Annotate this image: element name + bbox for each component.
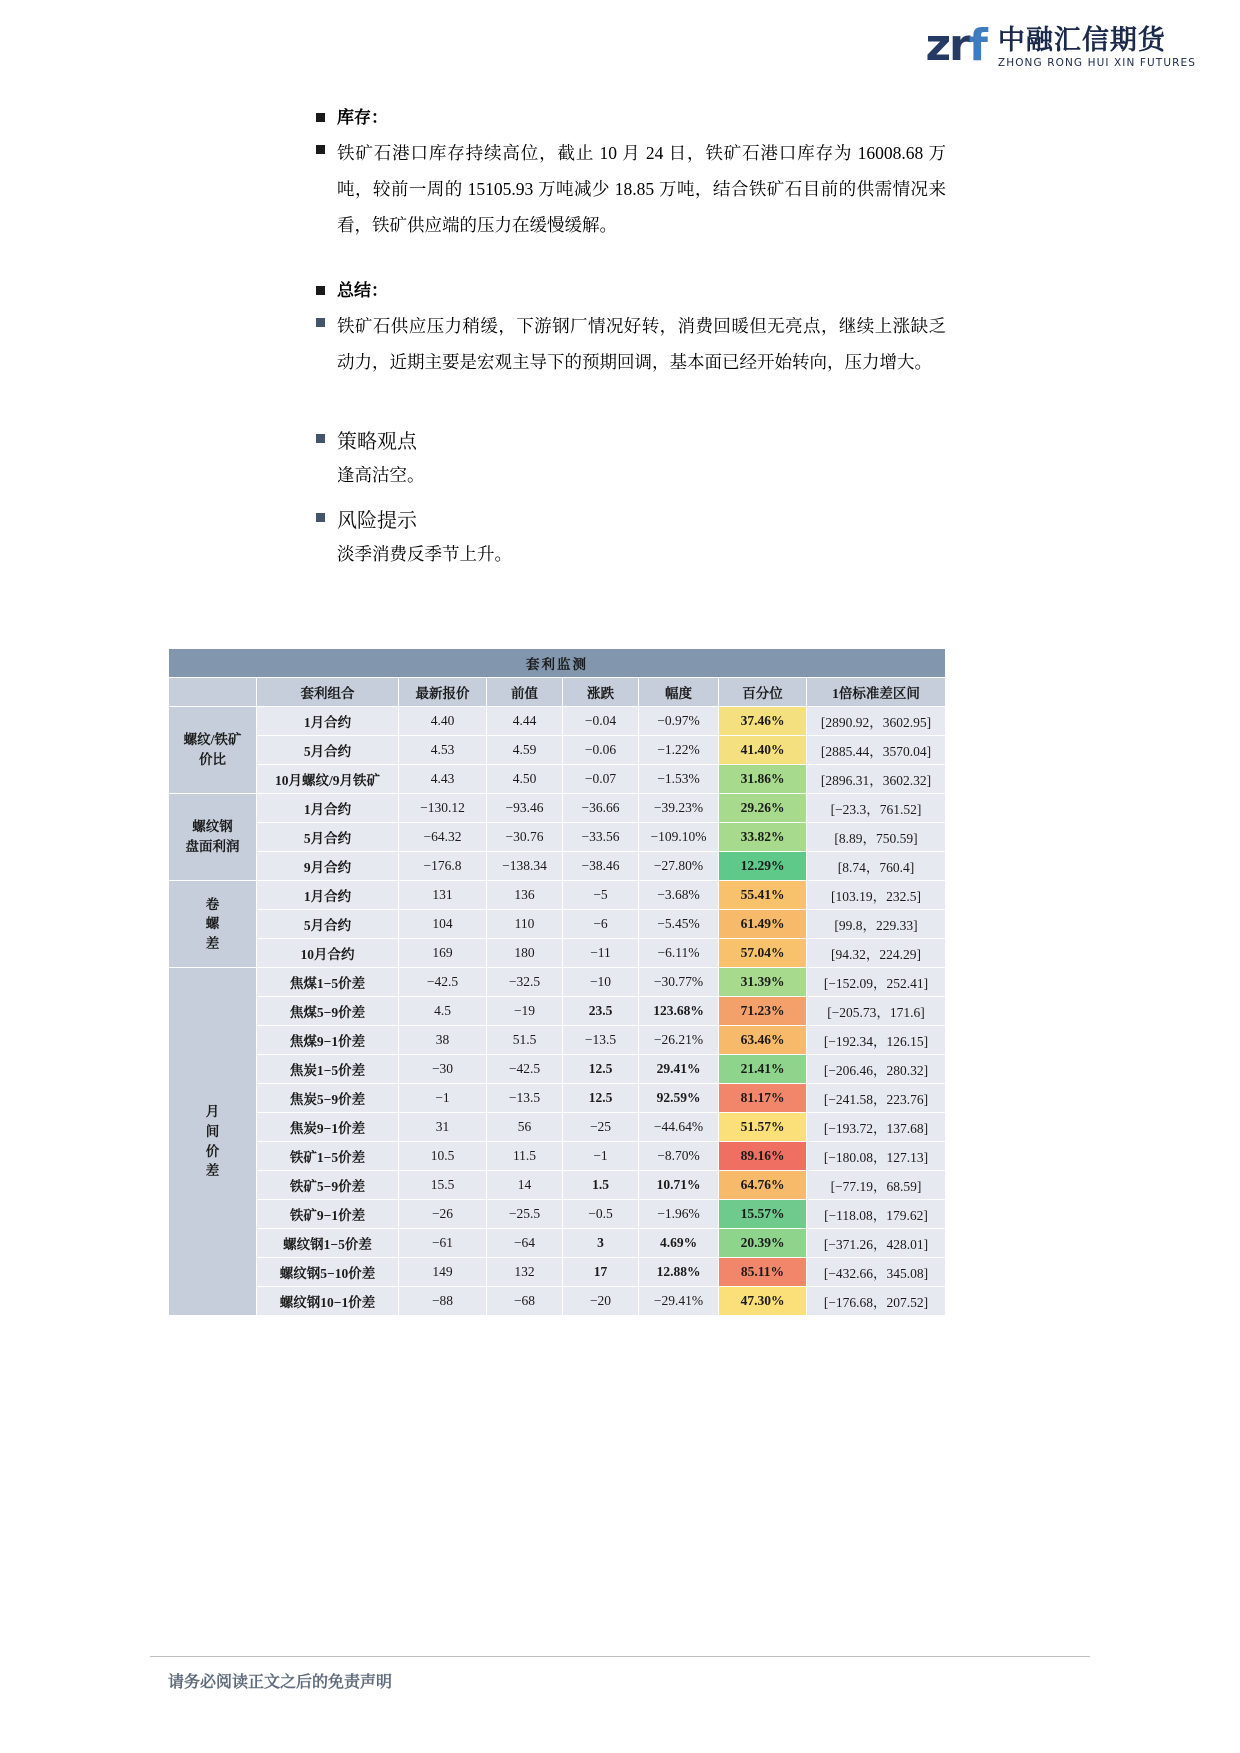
cell-prev-value: −64 [487,1229,563,1258]
cell-last-price: 4.43 [399,765,487,794]
cell-percentile: 29.26% [719,794,807,823]
table-row [169,852,946,881]
cell-change: −0.5 [563,1200,639,1229]
bullet-square-icon [316,318,325,327]
table-row [169,968,946,997]
table-row [169,794,946,823]
table-title-row [169,649,946,678]
cell-change: −36.66 [563,794,639,823]
cell-last-price: −42.5 [399,968,487,997]
cell-stddev-range: [99.8，229.33] [807,910,946,939]
cell-prev-value: −13.5 [487,1084,563,1113]
table-row [169,1258,946,1287]
cell-percentile: 89.16% [719,1142,807,1171]
section-heading-inventory [316,104,946,134]
cell-change: −38.46 [563,852,639,881]
cell-change-pct: 10.71% [639,1171,719,1200]
cell-change-pct: −0.97% [639,707,719,736]
cell-prev-value: −25.5 [487,1200,563,1229]
row-label: 1月合约 [257,707,399,736]
section-paragraph-summary [316,309,946,381]
cell-percentile: 57.04% [719,939,807,968]
cell-percentile: 47.30% [719,1287,807,1316]
row-label: 铁矿9−1价差 [257,1200,399,1229]
cell-change-pct: 92.59% [639,1084,719,1113]
cell-last-price: −30 [399,1055,487,1084]
cell-change-pct: −109.10% [639,823,719,852]
row-label: 螺纹钢1−5价差 [257,1229,399,1258]
cell-stddev-range: [2890.92，3602.95] [807,707,946,736]
cell-change: −5 [563,881,639,910]
cell-prev-value: −30.76 [487,823,563,852]
cell-prev-value: −32.5 [487,968,563,997]
row-label: 铁矿1−5价差 [257,1142,399,1171]
cell-change-pct: 29.41% [639,1055,719,1084]
cell-stddev-range: [−192.34，126.15] [807,1026,946,1055]
row-label: 焦煤9−1价差 [257,1026,399,1055]
cell-change-pct: 123.68% [639,997,719,1026]
strategy-text: 逢高沽空。 [337,464,425,485]
header-stddev-range: 1倍标准差区间 [807,678,946,707]
section-paragraph-text: 铁矿石港口库存持续高位，截止 10 月 24 日，铁矿石港口库存为 16008.68 万吨，较前一周的 15105.93 万吨减少 18.85 万吨，结合铁矿石目前的供需情况来看，铁矿供应端的压力在缓慢缓解。 [337,142,946,235]
footer-divider [150,1656,1090,1657]
section-heading-summary [316,277,946,307]
cell-last-price: 131 [399,881,487,910]
header-combo: 套利组合 [257,678,399,707]
table-row [169,997,946,1026]
cell-percentile: 21.41% [719,1055,807,1084]
company-logo-mark: zrf [925,20,986,71]
cell-percentile: 15.57% [719,1200,807,1229]
header-change-pct: 幅度 [639,678,719,707]
cell-change: −6 [563,910,639,939]
cell-change-pct: 12.88% [639,1258,719,1287]
cell-stddev-range: [8.74，760.4] [807,852,946,881]
bullet-square-icon [316,113,325,122]
arbitrage-monitor-table [168,648,945,1316]
group-label: 月 间 价 差 [169,968,257,1316]
cell-last-price: −130.12 [399,794,487,823]
table-row [169,707,946,736]
row-label: 铁矿5−9价差 [257,1171,399,1200]
row-label: 焦煤1−5价差 [257,968,399,997]
cell-change: 12.5 [563,1084,639,1113]
group-label: 卷 螺 差 [169,881,257,968]
cell-stddev-range: [−432.66，345.08] [807,1258,946,1287]
cell-change-pct: −1.96% [639,1200,719,1229]
cell-change: −1 [563,1142,639,1171]
cell-change-pct: −29.41% [639,1287,719,1316]
cell-change: −0.06 [563,736,639,765]
row-label: 螺纹钢5−10价差 [257,1258,399,1287]
cell-change-pct: −30.77% [639,968,719,997]
cell-change-pct: −26.21% [639,1026,719,1055]
company-logo-text [998,27,1196,69]
cell-stddev-range: [−241.58，223.76] [807,1084,946,1113]
cell-percentile: 33.82% [719,823,807,852]
cell-percentile: 61.49% [719,910,807,939]
cell-percentile: 63.46% [719,1026,807,1055]
cell-last-price: 31 [399,1113,487,1142]
cell-stddev-range: [−118.08，179.62] [807,1200,946,1229]
row-label: 1月合约 [257,881,399,910]
row-label: 10月合约 [257,939,399,968]
table-row [169,910,946,939]
section-paragraph-text: 铁矿石供应压力稍缓，下游钢厂情况好转，消费回暖但无亮点，继续上涨缺乏动力，近期主要是宏观主导下的预期回调，基本面已经开始转向，压力增大。 [337,316,946,372]
row-label: 焦煤5−9价差 [257,997,399,1026]
table-title: 套利监测 [169,649,946,678]
brand-header [925,20,1196,71]
cell-last-price: 10.5 [399,1142,487,1171]
cell-percentile: 31.86% [719,765,807,794]
cell-last-price: 104 [399,910,487,939]
cell-percentile: 41.40% [719,736,807,765]
group-label: 螺纹钢 盘面利润 [169,794,257,881]
table-row [169,1055,946,1084]
cell-last-price: 4.5 [399,997,487,1026]
header-last-price: 最新报价 [399,678,487,707]
document-body [316,104,946,571]
cell-change: −0.04 [563,707,639,736]
cell-last-price: −1 [399,1084,487,1113]
cell-stddev-range: [−371.26，428.01] [807,1229,946,1258]
row-label: 1月合约 [257,794,399,823]
table-row [169,1171,946,1200]
cell-last-price: 15.5 [399,1171,487,1200]
cell-prev-value: 136 [487,881,563,910]
row-label: 9月合约 [257,852,399,881]
spacer [316,257,946,277]
cell-last-price: 149 [399,1258,487,1287]
row-label: 5月合约 [257,823,399,852]
risk-text: 淡季消费反季节上升。 [337,544,512,565]
cell-percentile: 12.29% [719,852,807,881]
spacer [316,395,946,425]
cell-percentile: 51.57% [719,1113,807,1142]
header-change: 涨跌 [563,678,639,707]
cell-prev-value: 4.59 [487,736,563,765]
row-label: 焦炭5−9价差 [257,1084,399,1113]
cell-prev-value: 4.44 [487,707,563,736]
bullet-square-icon [316,145,325,154]
cell-stddev-range: [−77.19，68.59] [807,1171,946,1200]
cell-change-pct: −1.22% [639,736,719,765]
section-heading-risk [316,504,946,536]
cell-stddev-range: [−206.46，280.32] [807,1055,946,1084]
cell-last-price: 38 [399,1026,487,1055]
table-row [169,823,946,852]
row-label: 焦炭1−5价差 [257,1055,399,1084]
cell-last-price: −88 [399,1287,487,1316]
cell-stddev-range: [−180.08，127.13] [807,1142,946,1171]
cell-prev-value: −93.46 [487,794,563,823]
cell-change: 12.5 [563,1055,639,1084]
section-title: 总结： [337,281,388,302]
strategy-heading: 策略观点 [337,428,417,453]
cell-last-price: −64.32 [399,823,487,852]
cell-prev-value: 4.50 [487,765,563,794]
table-row [169,1113,946,1142]
cell-change-pct: −1.53% [639,765,719,794]
cell-change: −13.5 [563,1026,639,1055]
table-row [169,736,946,765]
cell-prev-value: 110 [487,910,563,939]
table-row [169,1200,946,1229]
table-row [169,1142,946,1171]
bullet-square-icon [316,513,325,522]
cell-prev-value: 14 [487,1171,563,1200]
bullet-square-icon [316,434,325,443]
cell-prev-value: 11.5 [487,1142,563,1171]
group-label: 螺纹/铁矿 价比 [169,707,257,794]
cell-change: −11 [563,939,639,968]
section-title: 库存： [337,108,388,128]
cell-change: 17 [563,1258,639,1287]
cell-stddev-range: [−152.09，252.41] [807,968,946,997]
cell-percentile: 85.11% [719,1258,807,1287]
row-label: 5月合约 [257,910,399,939]
table-row [169,1287,946,1316]
cell-percentile: 37.46% [719,707,807,736]
cell-percentile: 55.41% [719,881,807,910]
bullet-square-icon [316,286,325,295]
cell-change-pct: −27.80% [639,852,719,881]
company-name-en: ZHONG RONG HUI XIN FUTURES [997,57,1196,70]
table-row [169,1026,946,1055]
cell-stddev-range: [−205.73，171.6] [807,997,946,1026]
cell-change-pct: −6.11% [639,939,719,968]
cell-change: −20 [563,1287,639,1316]
cell-percentile: 81.17% [719,1084,807,1113]
row-label: 10月螺纹/9月铁矿 [257,765,399,794]
cell-stddev-range: [−23.3，761.52] [807,794,946,823]
cell-stddev-range: [94.32，224.29] [807,939,946,968]
row-label: 焦炭9−1价差 [257,1113,399,1142]
cell-change-pct: −44.64% [639,1113,719,1142]
cell-prev-value: 56 [487,1113,563,1142]
header-prev-value: 前值 [487,678,563,707]
cell-change-pct: −39.23% [639,794,719,823]
cell-last-price: −176.8 [399,852,487,881]
cell-stddev-range: [2896.31，3602.32] [807,765,946,794]
table-row [169,881,946,910]
cell-stddev-range: [2885.44，3570.04] [807,736,946,765]
cell-change: 3 [563,1229,639,1258]
cell-change-pct: 4.69% [639,1229,719,1258]
cell-last-price: −61 [399,1229,487,1258]
cell-prev-value: 132 [487,1258,563,1287]
cell-change: 1.5 [563,1171,639,1200]
table-row [169,939,946,968]
cell-percentile: 31.39% [719,968,807,997]
table-row [169,765,946,794]
cell-last-price: −26 [399,1200,487,1229]
footer-disclaimer: 请务必阅读正文之后的免责声明 [168,1672,393,1691]
cell-stddev-range: [103.19，232.5] [807,881,946,910]
cell-stddev-range: [−193.72，137.68] [807,1113,946,1142]
header-corner [169,678,257,707]
header-percentile: 百分位 [719,678,807,707]
cell-prev-value: −68 [487,1287,563,1316]
cell-change-pct: −5.45% [639,910,719,939]
risk-heading: 风险提示 [337,508,417,533]
cell-last-price: 4.53 [399,736,487,765]
cell-prev-value: −19 [487,997,563,1026]
cell-prev-value: −138.34 [487,852,563,881]
cell-change: −10 [563,968,639,997]
cell-change: −33.56 [563,823,639,852]
cell-percentile: 71.23% [719,997,807,1026]
table-header-row [169,678,946,707]
cell-percentile: 64.76% [719,1171,807,1200]
cell-stddev-range: [−176.68，207.52] [807,1287,946,1316]
table-row [169,1084,946,1113]
row-label: 5月合约 [257,736,399,765]
cell-change: −0.07 [563,765,639,794]
section-heading-strategy [316,425,946,457]
company-name-cn: 中融汇信期货 [997,25,1166,57]
cell-change-pct: −8.70% [639,1142,719,1171]
table-row [169,1229,946,1258]
cell-change-pct: −3.68% [639,881,719,910]
cell-change: −25 [563,1113,639,1142]
cell-prev-value: 180 [487,939,563,968]
cell-change: 23.5 [563,997,639,1026]
cell-prev-value: −42.5 [487,1055,563,1084]
row-label: 螺纹钢10−1价差 [257,1287,399,1316]
page-footer [0,1656,1240,1692]
cell-stddev-range: [8.89，750.59] [807,823,946,852]
section-paragraph-inventory [316,136,946,244]
cell-last-price: 4.40 [399,707,487,736]
cell-percentile: 20.39% [719,1229,807,1258]
cell-prev-value: 51.5 [487,1026,563,1055]
cell-last-price: 169 [399,939,487,968]
